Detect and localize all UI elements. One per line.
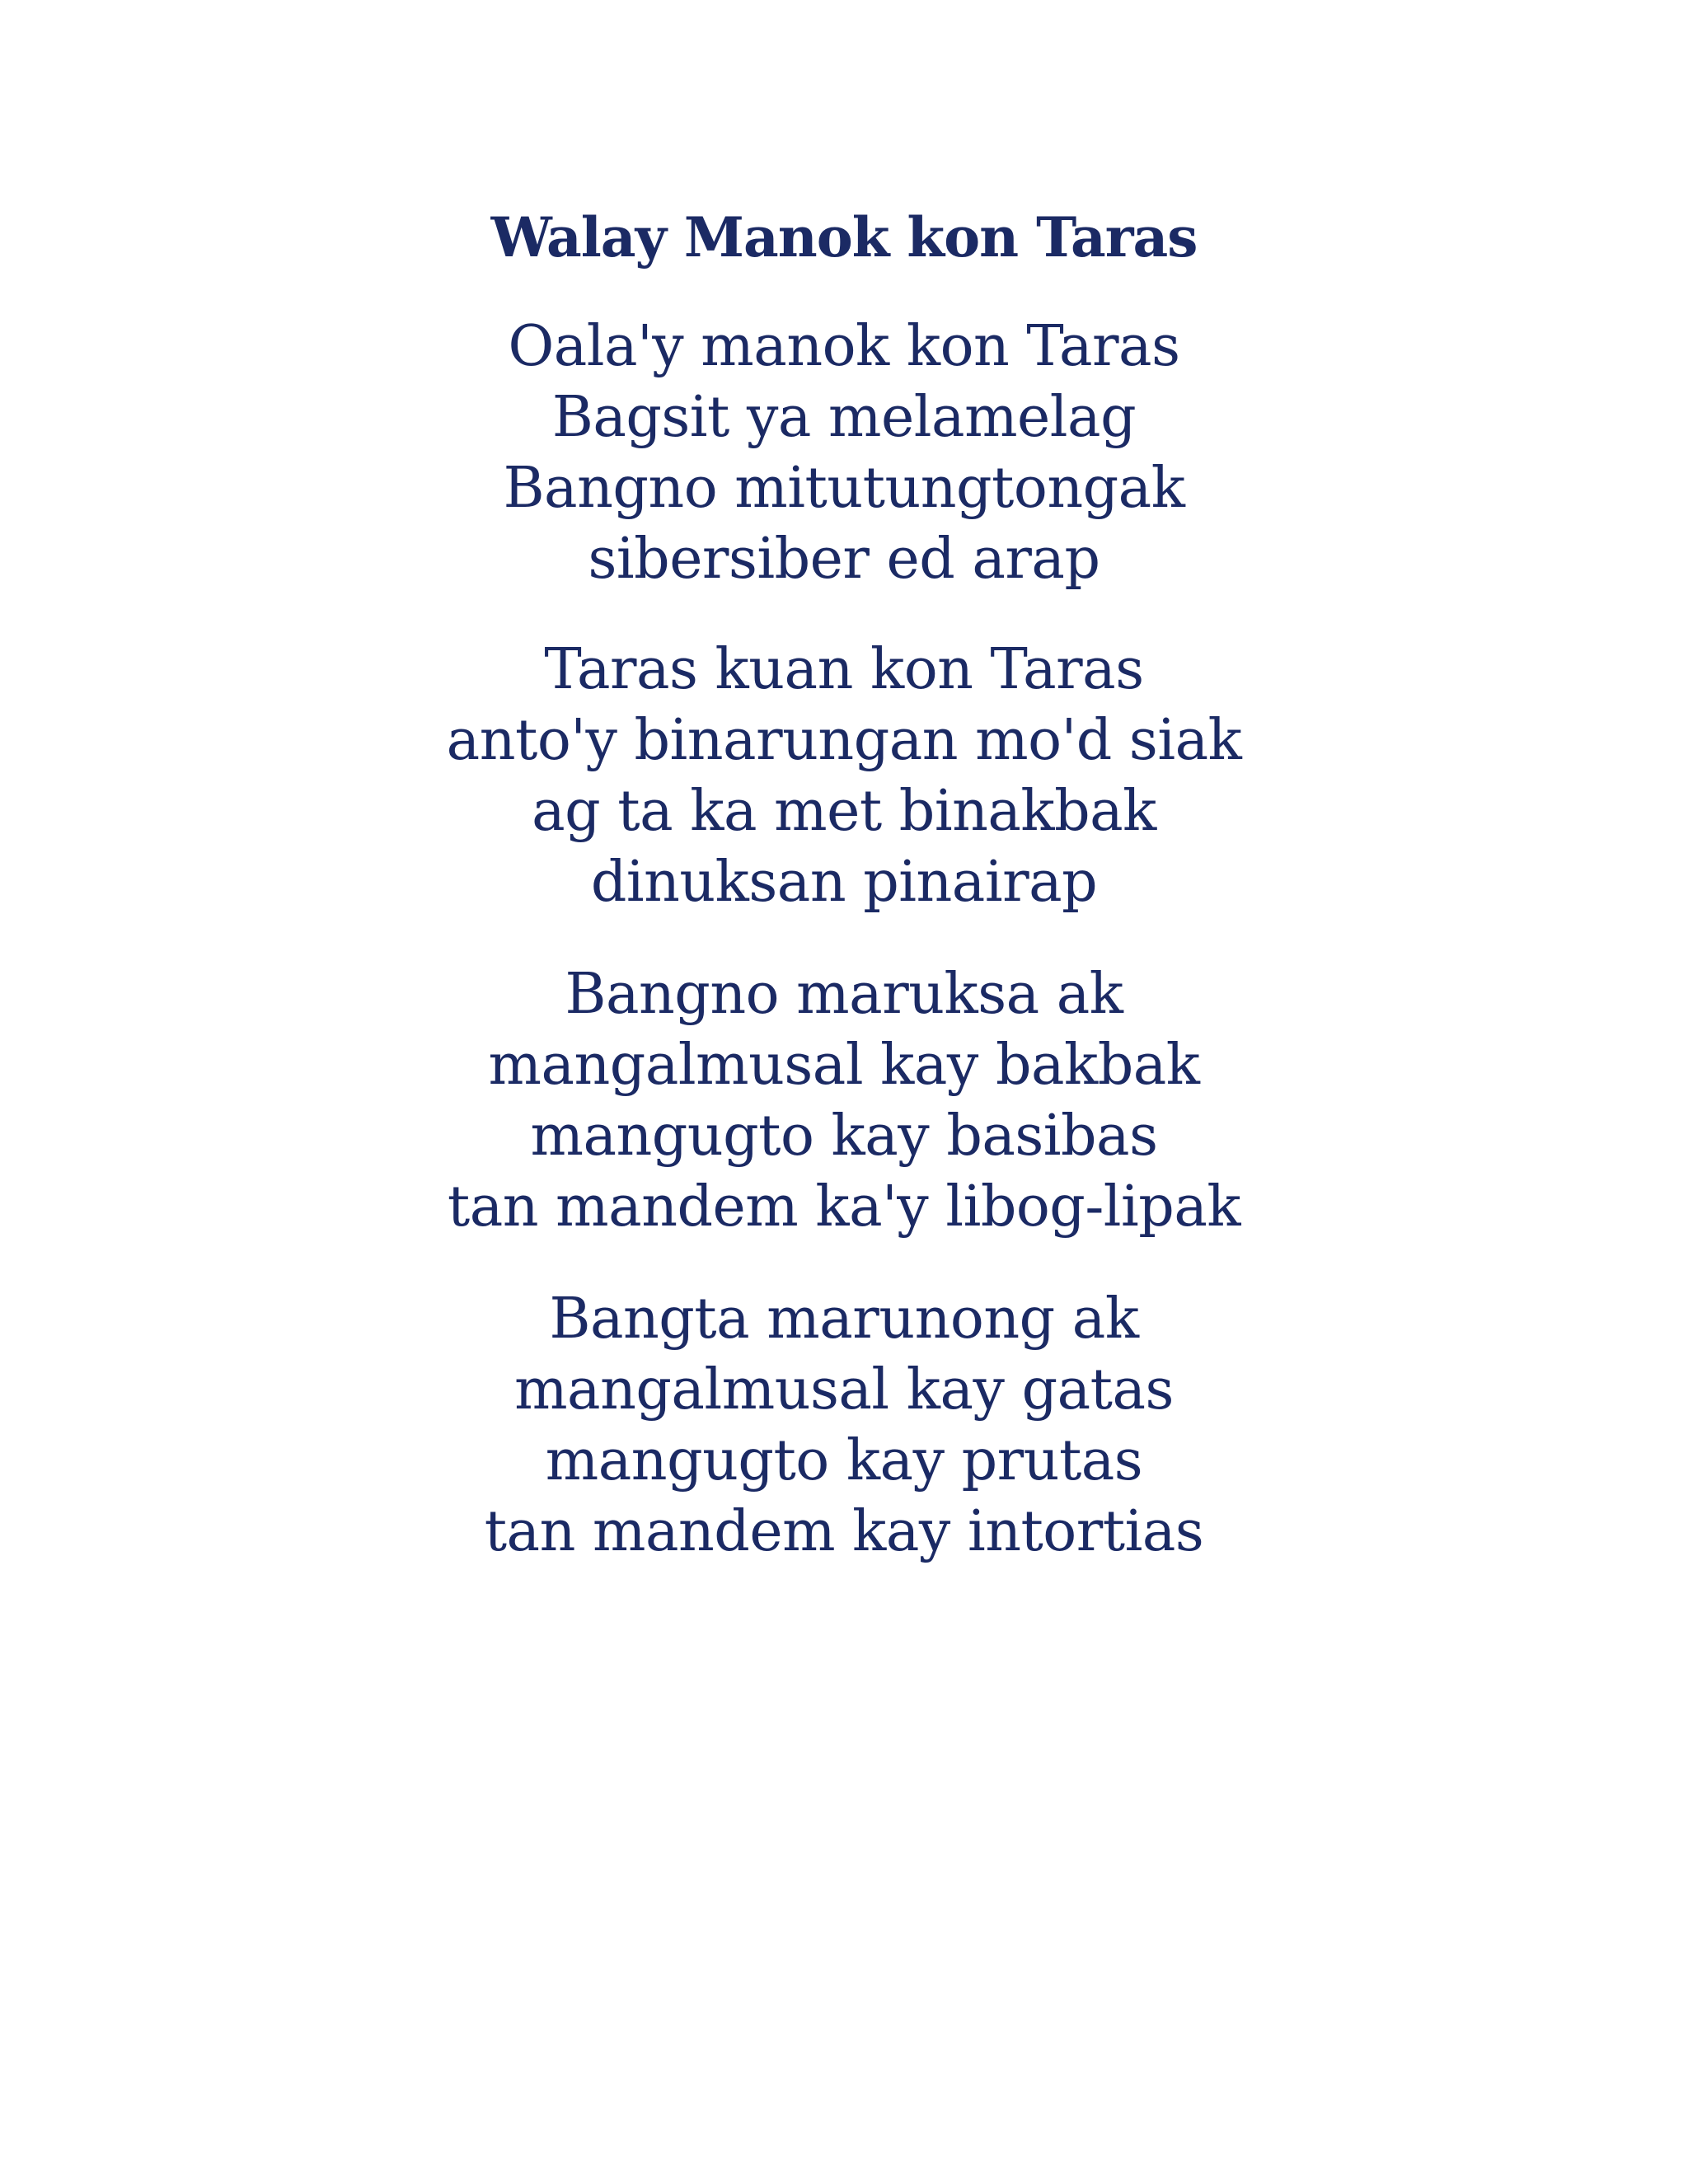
stanza-line: Bangno maruksa ak [565, 962, 1123, 1027]
stanza-line: mangalmusal kay bakbak [488, 1033, 1200, 1098]
stanza-line: tan mandem ka'y libog-lipak [447, 1174, 1241, 1240]
stanza-line: mangalmusal kay gatas [514, 1357, 1174, 1422]
stanza-line: ag ta ka met binakbak [532, 779, 1156, 844]
stanza-line: anto'y binarungan mo'd siak [446, 708, 1242, 773]
stanza-line: Bangta marunong ak [549, 1286, 1139, 1352]
stanza-1 [0, 312, 1688, 595]
stanza-line: Oala'y manok kon Taras [508, 314, 1180, 379]
stanza-line: Bangno mitutungtongak [503, 456, 1185, 521]
stanza-4 [0, 1284, 1688, 1568]
stanza-line: dinuksan pinairap [590, 850, 1098, 915]
stanza-2 [0, 635, 1688, 918]
stanza-line: tan mandem kay intortias [484, 1499, 1204, 1564]
stanza-3 [0, 959, 1688, 1243]
stanza-line: sibersiber ed arap [588, 527, 1100, 592]
poem-title: Walay Manok kon Taras [490, 205, 1198, 269]
stanza-line: Bagsit ya melamelag [551, 385, 1137, 450]
stanza-line: mangugto kay basibas [530, 1104, 1158, 1169]
stanza-line: mangugto kay prutas [545, 1428, 1143, 1493]
stanza-line: Taras kuan kon Taras [544, 637, 1144, 702]
